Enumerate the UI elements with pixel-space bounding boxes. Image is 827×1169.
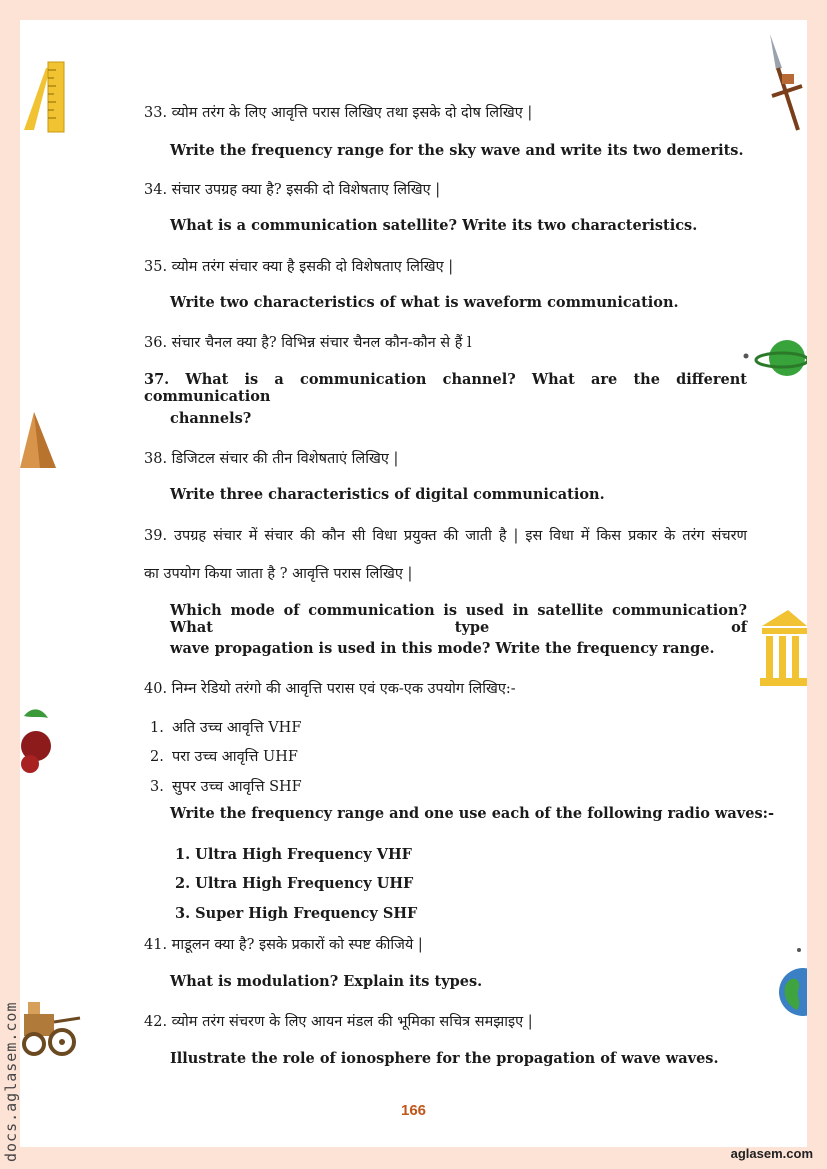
list-text: अति उच्च आवृत्ति VHF (172, 720, 302, 736)
list-text: परा उच्च आवृत्ति UHF (172, 749, 298, 765)
document-page (20, 20, 807, 1147)
question-39-english-line2: wave propagation is used in this mode? Write the frequency range. (170, 640, 715, 657)
question-42-hindi: 42. व्योम तरंग संचरण के लिए आयन मंडल की भूमिका सचित्र समझाइए | (144, 1014, 533, 1030)
spear-icon (768, 34, 808, 134)
temple-icon (758, 608, 807, 688)
question-41-hindi: 41. माडूलन क्या है? इसके प्रकारों को स्पष्ट कीजिये | (144, 937, 423, 953)
planet-icon (742, 336, 807, 382)
question-33-hindi: 33. व्योम तरंग के लिए आवृत्ति परास लिखिए तथा इसके दो दोष लिखिए | (144, 105, 533, 121)
question-41-english: What is modulation? Explain its types. (170, 973, 483, 990)
footer-site-link[interactable]: aglasem.com (730, 1146, 813, 1161)
hindi-list-item (150, 776, 302, 796)
question-34-hindi: 34. संचार उपग्रह क्या है? इसकी दो विशेषताए लिखिए | (144, 182, 441, 198)
question-38-hindi: 38. डिजिटल संचार की तीन विशेषताएं लिखिए | (144, 451, 399, 467)
question-38-english: Write three characteristics of digital communication. (170, 486, 605, 503)
chariot-icon (20, 1000, 82, 1060)
ruler-icon (20, 60, 68, 135)
question-35-english: Write two characteristics of what is waveform communication. (170, 294, 679, 311)
question-33-english: Write the frequency range for the sky wave and write its two demerits. (170, 142, 744, 159)
english-list-item: 2. Ultra High Frequency UHF (175, 875, 414, 892)
question-39-english-line1: Which mode of communication is used in satellite communication? What type of (170, 602, 747, 636)
list-text: सुपर उच्च आवृत्ति SHF (172, 779, 302, 795)
pyramid-icon (20, 412, 58, 470)
english-list-item: 1. Ultra High Frequency VHF (175, 846, 412, 863)
question-40-hindi: 40. निम्न रेडियो तरंगो की आवृत्ति परास एवं एक-एक उपयोग लिखिए:- (144, 681, 516, 697)
english-list-item: 3. Super High Frequency SHF (175, 905, 418, 922)
question-40-english: Write the frequency range and one use each of the following radio waves:- (170, 805, 774, 822)
watermark-text: docs.aglasem.com (2, 1001, 20, 1162)
fruit-icon (20, 706, 56, 776)
question-37-english-line1: 37. What is a communication channel? What are the different communication (144, 371, 747, 405)
globe-icon (777, 946, 807, 1018)
hindi-list-item (150, 717, 301, 737)
page-number: 166 (400, 1102, 427, 1119)
list-number: 1. (150, 720, 164, 736)
list-number: 2. (150, 749, 164, 765)
question-36-hindi: 36. संचार चैनल क्या है? विभिन्न संचार चैनल कौन-कौन से हैं l (144, 335, 472, 351)
question-35-hindi: 35. व्योम तरंग संचार क्या है इसकी दो विशेषताए लिखिए | (144, 259, 454, 275)
list-number: 3. (150, 779, 164, 795)
question-34-english: What is a communication satellite? Write its two characteristics. (170, 217, 698, 234)
hindi-list-item (150, 746, 298, 766)
question-37-english-line2: channels? (170, 410, 252, 427)
question-39-hindi-line2: का उपयोग किया जाता है ? आवृत्ति परास लिखिए | (144, 566, 413, 582)
question-39-hindi-line1: 39. उपग्रह संचार में संचार की कौन सी विधा प्रयुक्त की जाती है | इस विधा में किस प्रकार के तरंग संचरण (144, 528, 747, 544)
question-42-english: Illustrate the role of ionosphere for the propagation of wave waves. (170, 1050, 719, 1067)
